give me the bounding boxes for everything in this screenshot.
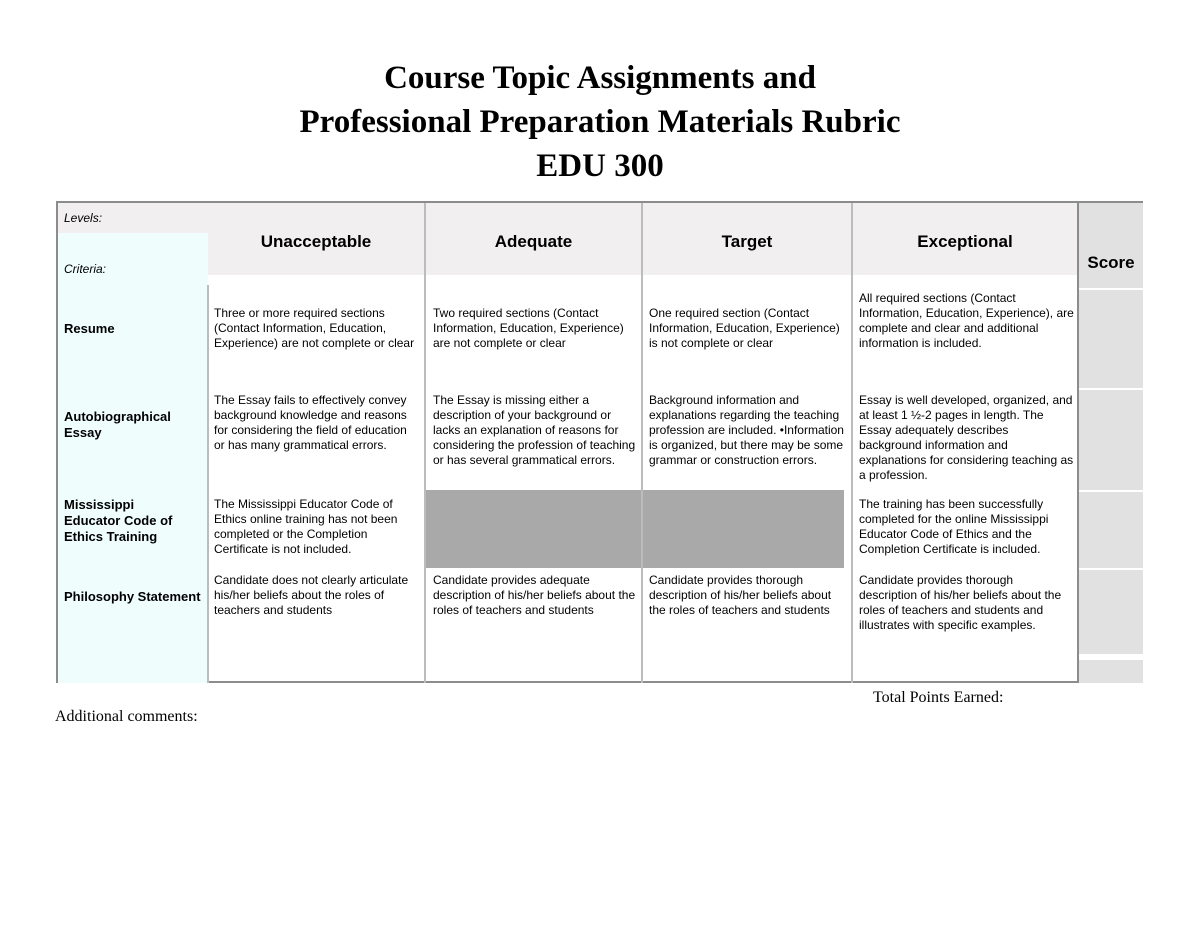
- criterion-philosophy-statement: Philosophy Statement: [64, 589, 201, 604]
- score-header: Score: [1087, 253, 1135, 272]
- cell-resume-unacceptable: Three or more required sections (Contact Information, Education, Experience) are not complete or clear: [214, 306, 415, 350]
- criterion-autobiographical-essay: Autobiographical Essay: [64, 409, 171, 440]
- divider-v-2: [424, 203, 426, 683]
- score-sep-2: [1079, 388, 1143, 390]
- score-sep-1: [1079, 288, 1143, 290]
- criterion-resume: Resume: [64, 321, 115, 336]
- title-line-1: Course Topic Assignments and: [384, 60, 816, 96]
- title-line-2: Professional Preparation Materials Rubric: [299, 104, 901, 140]
- cell-essay-exceptional: Essay is well developed, organized, and at least 1 ½-2 pages in length. The Essay adequately describes background information and explanations for considering teaching as a profession.: [859, 393, 1074, 482]
- document-title: [0, 56, 1200, 188]
- divider-v-1: [207, 285, 209, 683]
- divider-v-5: [1077, 203, 1079, 683]
- cell-philosophy-adequate: Candidate provides adequate description of his/her beliefs about the roles of teachers and students: [433, 573, 636, 617]
- cell-ethics-unacceptable: The Mississippi Educator Code of Ethics online training has not been completed or the Completion Certificate is not included.: [214, 497, 398, 556]
- cell-essay-target: Background information and explanations regarding the teaching profession are included. •Information is organized, but there may be some grammar or construction errors.: [649, 393, 844, 467]
- score-sep-5: [1079, 654, 1143, 660]
- level-unacceptable: Unacceptable: [260, 232, 372, 251]
- cell-philosophy-unacceptable: Candidate does not clearly articulate his/her beliefs about the roles of teachers and students: [214, 573, 409, 617]
- cell-resume-adequate: Two required sections (Contact Information, Education, Experience) are not complete or clear: [433, 306, 624, 350]
- rubric-table: [56, 201, 1143, 683]
- not-applicable-cells: [426, 490, 844, 568]
- level-target: Target: [721, 232, 773, 251]
- divider-v-3: [641, 203, 643, 683]
- score-column: [1079, 203, 1143, 683]
- level-exceptional: Exceptional: [917, 232, 1013, 251]
- levels-label: Levels:: [64, 211, 103, 225]
- title-line-3: EDU 300: [536, 148, 664, 184]
- score-sep-4: [1079, 568, 1143, 570]
- divider-v-4: [851, 203, 853, 683]
- cell-philosophy-target: Candidate provides thorough description of his/her beliefs about the roles of teachers and students: [649, 573, 832, 617]
- cell-philosophy-exceptional: Candidate provides thorough description of his/her beliefs about the roles of teachers and students and illustrates with specific examples.: [859, 573, 1062, 632]
- cell-essay-unacceptable: The Essay fails to effectively convey background knowledge and reasons for considering the field of education or has many grammatical errors.: [214, 393, 407, 452]
- criteria-label: Criteria:: [64, 262, 107, 276]
- additional-comments-label: Additional comments:: [55, 708, 198, 725]
- criterion-code-of-ethics: Mississippi Educator Code of Ethics Training: [64, 497, 173, 544]
- cell-essay-adequate: The Essay is missing either a description of your background or lacks an explanation of reasons for considering the profession of teaching or has several grammatical errors.: [433, 393, 636, 467]
- cell-resume-exceptional: All required sections (Contact Information, Education, Experience), are complete and clear and additional information is included.: [859, 291, 1074, 350]
- level-adequate: Adequate: [494, 232, 573, 251]
- criteria-column: [58, 233, 208, 683]
- cell-resume-target: One required section (Contact Information, Education, Experience) is not complete or clear: [649, 306, 840, 350]
- score-sep-3: [1079, 490, 1143, 492]
- cell-ethics-exceptional: The training has been successfully completed for the online Mississippi Educator Code of Ethics and the Completion Certificate is included.: [859, 497, 1049, 556]
- total-points-label: Total Points Earned:: [873, 689, 1004, 706]
